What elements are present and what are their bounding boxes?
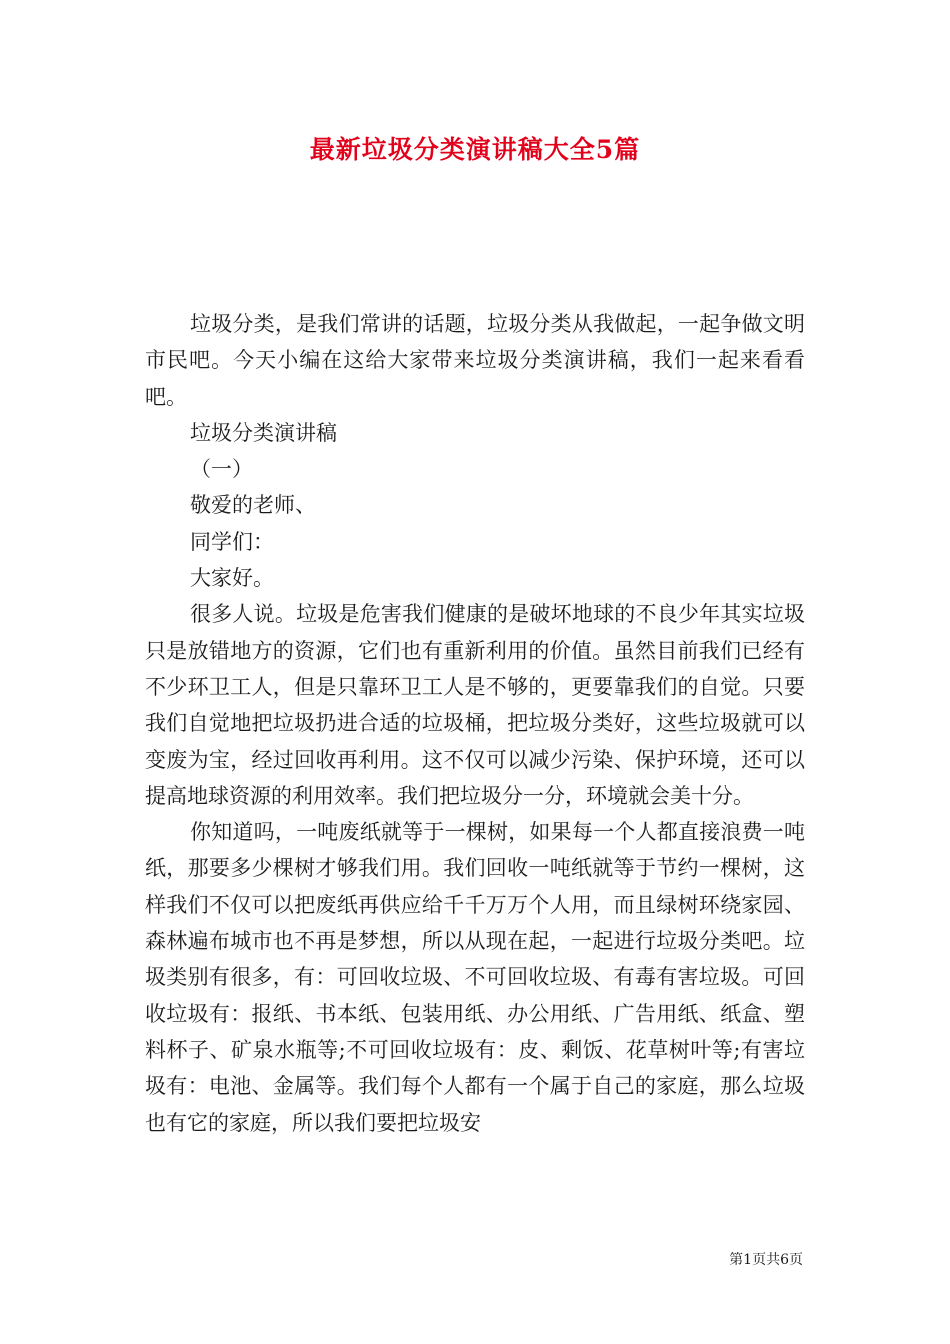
document-title: 最新垃圾分类演讲稿大全5篇 <box>309 135 641 164</box>
paragraph-section-number: （一） <box>190 457 253 482</box>
page-number-footer: 第1页共6页 <box>729 1252 803 1268</box>
paragraph-intro: 垃圾分类，是我们常讲的话题，垃圾分类从我做起，一起争做文明市民吧。今天小编在这给大家带来垃圾分类演讲稿，我们一起来看看吧。 <box>145 312 805 409</box>
paragraph-salutation-classmates: 同学们： <box>190 529 274 554</box>
paragraph-heading: 垃圾分类演讲稿 <box>190 420 337 445</box>
paragraph-greeting: 大家好。 <box>190 566 274 591</box>
paragraph-salutation-teachers: 敬爱的老师、 <box>190 493 316 518</box>
paragraph-body-2: 你知道吗，一吨废纸就等于一棵树，如果每一个人都直接浪费一吨纸，那要多少棵树才够我们用。我们回收一吨纸就等于节约一棵树，这样我们不仅可以把废纸再供应给千千万万个人用，而且绿树环绕家园、森林遍布城市也不再是梦想，所以从现在起，一起进行垃圾分类吧。垃圾类别有很多，有：可回收垃圾、不可回收垃圾、有毒有害垃圾。可回收垃圾有：报纸、书本纸、包装用纸、办公用纸、广告用纸、纸盒、塑料杯子、矿泉水瓶等;不可回收垃圾有：皮、剩饭、花草树叶等;有害垃圾有：电池、金属等。我们每个人都有一个属于自己的家庭，那么垃圾也有它的家庭，所以我们要把垃圾安 <box>145 820 805 1135</box>
document-body <box>145 306 805 1141</box>
paragraph-body-1: 很多人说。垃圾是危害我们健康的是破坏地球的不良少年其实垃圾只是放错地方的资源，它们也有重新利用的价值。虽然目前我们已经有不少环卫工人，但是只靠环卫工人是不够的，更要靠我们的自觉。只要我们自觉地把垃圾扔进合适的垃圾桶，把垃圾分类好，这些垃圾就可以变废为宝，经过回收再利用。这不仅可以减少污染、保护环境，还可以提高地球资源的利用效率。我们把垃圾分一分，环境就会美十分。 <box>145 602 805 808</box>
